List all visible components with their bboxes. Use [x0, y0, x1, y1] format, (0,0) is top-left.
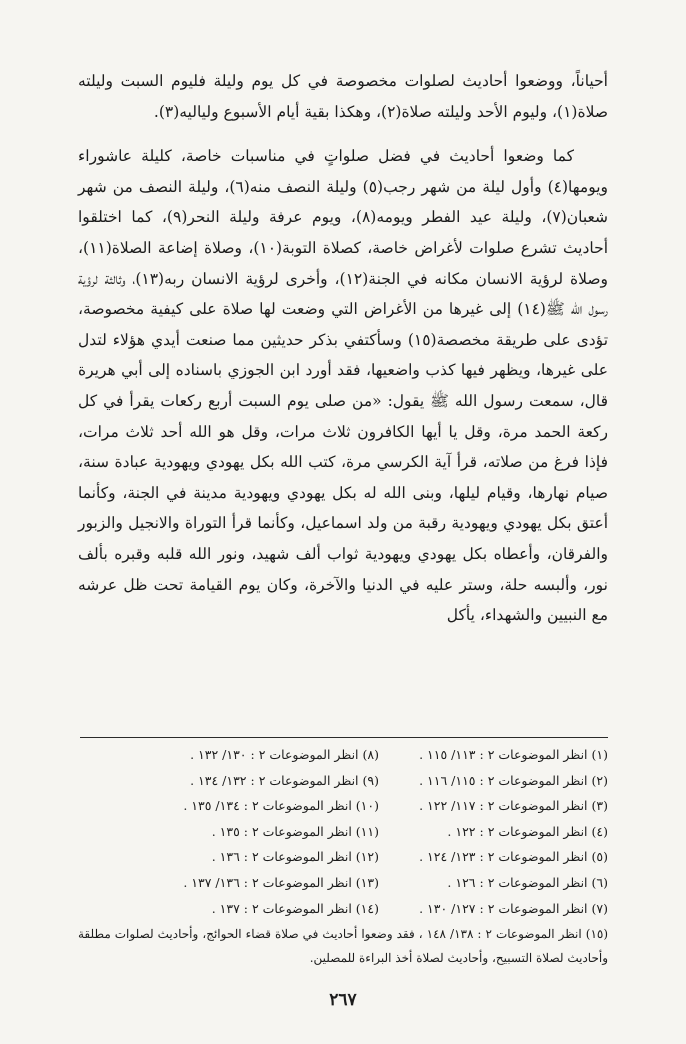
- footnote-1: (١) انظر الموضوعات ٢ : ١١٣/ ١١٥ .: [419, 747, 608, 762]
- footnote-8: (٨) انظر الموضوعات ٢ : ١٣٠/ ١٣٢ .: [190, 747, 379, 762]
- footnote-7: (٧) انظر الموضوعات ٢ : ١٢٧/ ١٣٠ .: [419, 900, 608, 916]
- footnote-6: (٦) انظر الموضوعات ٢ : ١٢٦ .: [447, 874, 608, 890]
- footnote-11: (١١) انظر الموضوعات ٢ : ١٣٥ .: [211, 823, 379, 839]
- footnote-13: (١٣) انظر الموضوعات ٢ : ١٣٦/ ١٣٧ .: [183, 874, 379, 890]
- footnote-5: (٥) انظر الموضوعات ٢ : ١٢٣/ ١٢٤ .: [419, 849, 608, 865]
- main-text: [78, 66, 608, 631]
- footnote-9: (٩) انظر الموضوعات ٢ : ١٣٢/ ١٣٤ .: [190, 772, 379, 788]
- footnote-separator: [80, 737, 608, 738]
- footnote-14: (١٤) انظر الموضوعات ٢ : ١٣٧ .: [211, 900, 379, 916]
- footnote-10: (١٠) انظر الموضوعات ٢ : ١٣٤/ ١٣٥ .: [183, 798, 379, 814]
- paragraph-2: كما وضعوا أحاديث في فضل صلواتٍ في مناسبات خاصة، كليلة عاشوراء ويومها(٤) وأول ليلة من شهر رجب(٥) وليلة النصف منه(٦)، وليلة النصف من شهر شعبان(٧)، وليلة عيد الفطر ويومه(٨)، ويوم عرفة وليلة النحر(٩)، كما اختلقوا أحاديث تشرع صلوات لأغراض خاصة، كصلاة التوبة(١٠)، وصلاة إضاعة الصلاة(١١)، وصلاة لرؤية الانسان مكانه في الجنة(١٢)، وأخرى لرؤية الانسان ربه(١٣)، وثالثة لرؤية رسول الله ﷺ(١٤) إلى غيرها من الأغراض التي وضعت لها صلاة على كيفية مخصوصة، تؤدى على طريقة مخصصة(١٥) وسأكتفي بذكر حديثين مما صنعت أيدي هؤلاء لتدل على غيرها، ويظهر فيها كذب واضعيها، فقد أورد ابن الجوزي باسناده إلى أبي هريرة قال، سمعت رسول الله ﷺ يقول: «من صلى يوم السبت أربع ركعات يقرأ في كل ركعة الحمد مرة، وقل يا أيها الكافرون ثلاث مرات، وقل هو الله أحد ثلاث مرات، فإذا فرغ من صلاته، قرأ آية الكرسي مرة، كتب الله بكل يهودي ويهودية عبادة سنة، صيام نهارها، وقيام ليلها، وبنى الله له بكل يهودي ويهودية مدينة في الجنة، وكأنما أعتق بكل يهودي ويهودية رقبة من ولد اسماعيل، وكأنما قرأ التوراة والانجيل والزبور والفرقان، وأعطاه بكل يهودي ويهودية ثواب ألف شهيد، ونور الله قلبه وقبره بألف نور، وألبسه حلة، وستر عليه في الدنيا والآخرة، وكان يوم القيامة تحت ظل عرشه مع النبيين والشهداء، يأكل: [78, 147, 609, 625]
- footnotes-list: [150, 742, 608, 921]
- footnote-2: (٢) انظر الموضوعات ٢ : ١١٥/ ١١٦ .: [419, 772, 608, 788]
- footnote-4: (٤) انظر الموضوعات ٢ : ١٢٢ .: [447, 823, 608, 839]
- footnote-12: (١٢) انظر الموضوعات ٢ : ١٣٦ .: [211, 849, 379, 865]
- page-number: ٢٦٧: [329, 990, 357, 1010]
- footnote-15: (١٥) انظر الموضوعات ٢ : ١٣٨/ ١٤٨ ، فقد وضعوا أحاديث في صلاة قضاء الحوائج، وأحاديث لصلوات مطلقة وأحاديث لصلاة التسبيح، وأحاديث لصلاة أخذ البراءة للمصلين.: [78, 927, 609, 965]
- paragraph-1: أحياناً، ووضعوا أحاديث لصلوات مخصوصة في كل يوم وليلة فليوم السبت وليلته صلاة(١)، وليوم الأحد وليلته صلاة(٢)، وهكذا بقية أيام الأسبوع ولياليه(٣).: [78, 72, 608, 121]
- footnote-3: (٣) انظر الموضوعات ٢ : ١١٧/ ١٢٢ .: [419, 798, 608, 814]
